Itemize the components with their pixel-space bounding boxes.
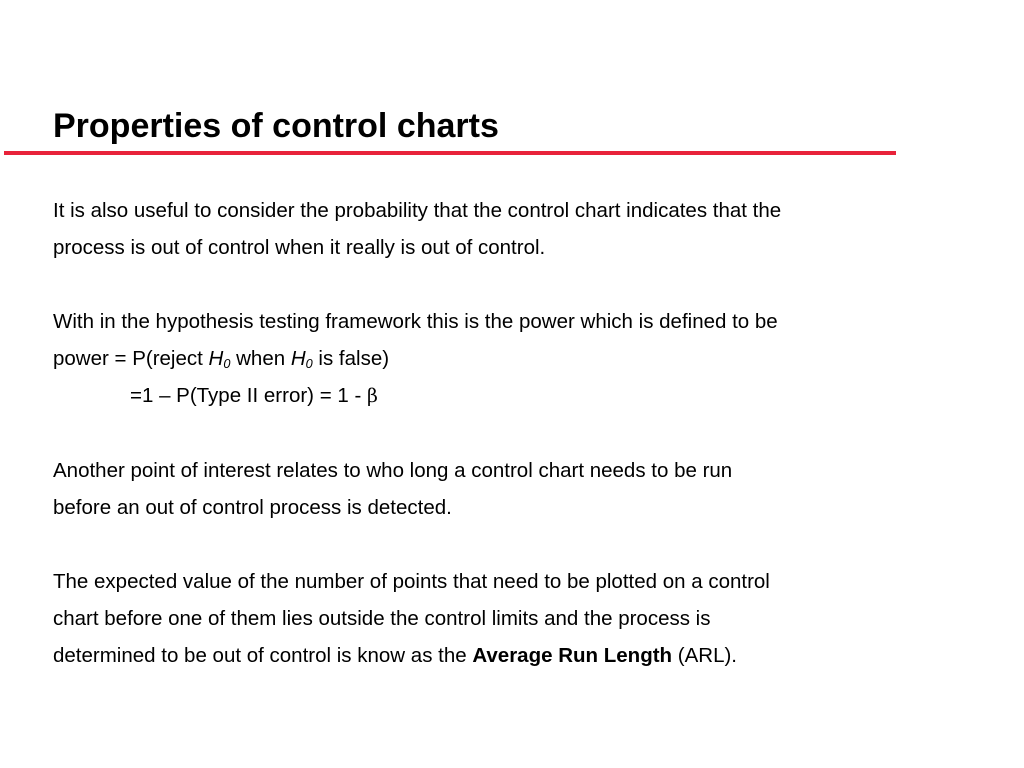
paragraph-text: determined to be out of control is know as the <box>53 644 473 667</box>
arl-term: Average Run Length <box>472 644 673 667</box>
paragraph-probability <box>53 192 1013 266</box>
formula-text: is false) <box>312 347 390 370</box>
paragraph-line: Another point of interest relates to who long a control chart needs to be run <box>53 459 733 482</box>
paragraph-spacer <box>53 526 1013 563</box>
formula-text: when <box>230 347 291 370</box>
slide-body <box>53 192 1013 674</box>
null-hypothesis-symbol: $H_0$ <box>208 347 231 372</box>
beta-symbol: β <box>366 385 378 407</box>
paragraph-run-length-interest <box>53 452 1013 526</box>
slide-title: Properties of control charts <box>53 107 499 145</box>
paragraph-arl-definition <box>53 563 1013 674</box>
paragraph-line: before an out of control process is detected. <box>53 496 452 519</box>
paragraph-text: (ARL). <box>672 644 738 667</box>
paragraph-line: With in the hypothesis testing framework this is the power which is defined to be <box>53 310 778 333</box>
paragraph-spacer <box>53 415 1013 452</box>
formula-text: power = P(reject <box>53 347 209 370</box>
title-underline-rule <box>4 151 896 155</box>
paragraph-power-definition <box>53 303 1013 415</box>
power-formula-continuation <box>53 377 1013 415</box>
paragraph-line: The expected value of the number of points that need to be plotted on a control <box>53 570 770 593</box>
paragraph-spacer <box>53 266 1013 303</box>
paragraph-line: It is also useful to consider the probability that the control chart indicates that the <box>53 199 782 222</box>
power-formula-line <box>53 340 1013 377</box>
paragraph-line: process is out of control when it really is out of control. <box>53 236 546 259</box>
formula-text: =1 – P(Type II error) = 1 - <box>130 384 367 407</box>
paragraph-line: chart before one of them lies outside the control limits and the process is <box>53 607 711 630</box>
paragraph-line <box>53 637 1013 674</box>
null-hypothesis-symbol: $H_0$ <box>290 347 313 372</box>
